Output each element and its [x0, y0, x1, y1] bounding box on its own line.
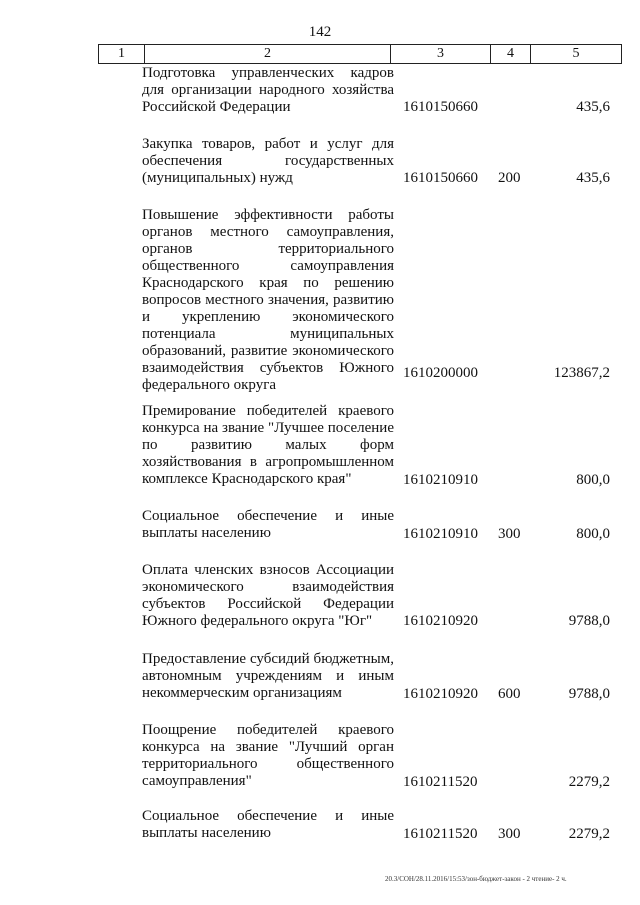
- table-row: [0, 562, 640, 630]
- table-row: [0, 722, 640, 791]
- footer-doc-id: 20.3/СОН/28.11.2016/15:53/зон-бюджет-закон - 2 чтение- 2 ч.: [385, 875, 567, 883]
- header-col-1: 1: [99, 45, 145, 63]
- row-amount: 123867,2: [553, 365, 610, 381]
- table-row: [0, 65, 640, 116]
- table-row: [0, 808, 640, 843]
- row-amount: 2279,2: [568, 826, 610, 842]
- header-col-4: 4: [491, 45, 531, 63]
- row-code: 1610210920: [403, 686, 478, 702]
- row-amount: 800,0: [576, 472, 610, 488]
- row-name: Социальное обеспечение и иные выплаты населению: [142, 508, 394, 541]
- row-code: 1610211520: [403, 826, 478, 842]
- row-amount: 800,0: [576, 526, 610, 542]
- row-type: 600: [498, 686, 521, 702]
- row-amount: 9788,0: [568, 613, 610, 629]
- row-name: Подготовка управленческих кадров для организации народного хозяйства Российской Федерации: [142, 65, 394, 115]
- table-header: [98, 44, 622, 64]
- row-code: 1610200000: [403, 365, 478, 381]
- row-name: Поощрение победителей краевого конкурса на звание "Лучший орган территориального общественного самоуправления": [142, 722, 394, 789]
- page-number: 142: [308, 24, 332, 40]
- row-name: Повышение эффективности работы органов местного самоуправления, органов территориального общественного самоуправления Краснодарского края по решению вопросов местного значения, развитию и укреплению экономического потенциала муниципальных образований, развитие экономического взаимодействия субъектов Южного федерального округа: [142, 207, 394, 393]
- table-row: [0, 207, 640, 393]
- header-col-3: 3: [391, 45, 491, 63]
- row-amount: 435,6: [576, 99, 610, 115]
- table-row: [0, 651, 640, 703]
- table-row: [0, 136, 640, 187]
- row-code: 1610150660: [403, 170, 478, 186]
- row-type: 300: [498, 526, 521, 542]
- header-col-5: 5: [572, 46, 580, 61]
- row-code: 1610210910: [403, 526, 478, 542]
- row-name: Оплата членских взносов Ассоциации экономического взаимодействия субъектов Российской Федерации Южного федерального округа "Юг": [142, 562, 394, 629]
- table-row: [0, 508, 640, 543]
- row-amount: 435,6: [576, 170, 610, 186]
- row-code: 1610150660: [403, 99, 478, 115]
- row-name: Закупка товаров, работ и услуг для обеспечения государственных (муниципальных) нужд: [142, 136, 394, 186]
- row-type: 200: [498, 170, 521, 186]
- row-code: 1610211520: [403, 774, 478, 790]
- row-code: 1610210920: [403, 613, 478, 629]
- row-amount: 2279,2: [568, 774, 610, 790]
- row-amount: 9788,0: [568, 686, 610, 702]
- row-name: Социальное обеспечение и иные выплаты населению: [142, 808, 394, 841]
- row-code: 1610210910: [403, 472, 478, 488]
- row-type: 300: [498, 826, 521, 842]
- header-col-2: 2: [145, 45, 391, 63]
- table-row: [0, 403, 640, 489]
- row-name: Премирование победителей краевого конкурса на звание "Лучшее поселение по развитию малых форм хозяйствования в агропромышленном комплексе Краснодарского края": [142, 403, 394, 487]
- row-name: Предоставление субсидий бюджетным, автономным учреждениям и иным некоммерческим организациям: [142, 651, 394, 701]
